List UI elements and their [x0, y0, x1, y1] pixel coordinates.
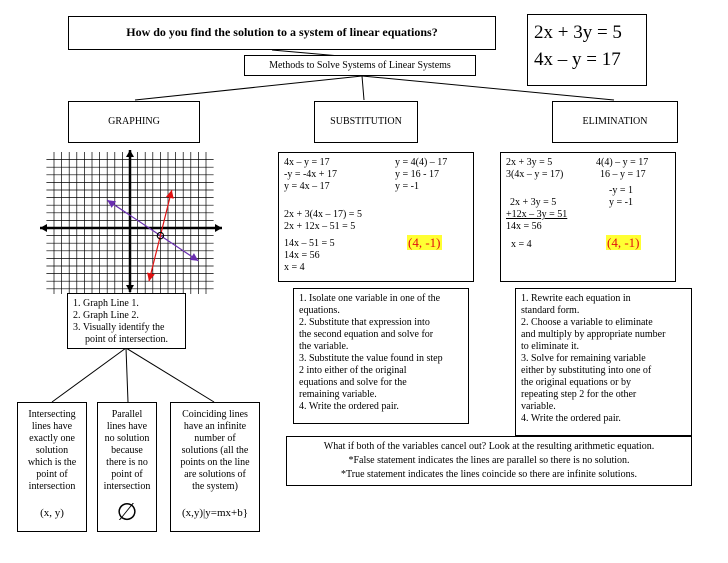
- sub-step-line: 2. Substitute that expression into: [299, 317, 430, 328]
- x-axis-arrow-left: [40, 224, 47, 232]
- substitution-label: SUBSTITUTION: [330, 116, 402, 127]
- graphing-step-2: 2. Graph Line 2.: [73, 310, 139, 321]
- parallel-line: there is no: [106, 457, 148, 468]
- elim-work-left-1: 2x + 3y = 5: [506, 157, 553, 168]
- coinciding-line: have an infinite: [183, 421, 247, 432]
- sub-work-right-1: y = 4(4) – 17: [395, 157, 448, 168]
- elim-work-right-2: 16 – y = 17: [600, 169, 646, 180]
- coinciding-line: number of: [194, 433, 236, 444]
- elimination-steps-box: [515, 288, 692, 436]
- coinciding-line: Coinciding lines: [182, 409, 248, 420]
- graphing-step-4: point of intersection.: [85, 334, 169, 345]
- equation-1: 2x + 3y = 5: [534, 22, 622, 43]
- parallel-line: intersection: [103, 481, 151, 492]
- coinciding-box: [170, 402, 260, 532]
- intersecting-line: exactly one: [29, 433, 75, 444]
- intersecting-box: [17, 402, 87, 532]
- note-line-3: *True statement indicates the lines coincide so there are infinite solutions.: [341, 469, 637, 480]
- sub-step-line: 3. Substitute the value found in step: [299, 353, 443, 364]
- note-box: [286, 436, 692, 486]
- intersecting-line: solution: [35, 445, 69, 456]
- sub-answer-text: (4, -1): [408, 235, 441, 250]
- title-box: [68, 16, 496, 50]
- note-line-1: What if both of the variables cancel out? Look at the resulting arithmetic equation.: [323, 441, 655, 452]
- elim-step-line: repeating step 2 for the other: [521, 389, 637, 400]
- sub-step-line: remaining variable.: [299, 389, 377, 400]
- parallel-line: Parallel: [111, 409, 143, 420]
- sub-step-line: the variable.: [299, 341, 349, 352]
- intersecting-answer: (x, y): [40, 507, 64, 519]
- parallel-line: lines have: [106, 421, 148, 432]
- elim-work-right-4: y = -1: [609, 197, 633, 208]
- elim-step-line: 4. Write the ordered pair.: [521, 413, 621, 424]
- methods-box: [244, 55, 476, 76]
- elim-work-left-4: 2x + 3y = 5: [510, 197, 557, 208]
- empty-set-icon: ∅: [116, 498, 138, 526]
- parallel-line: point of: [111, 469, 143, 480]
- sub-step-line: equations and solve for the: [299, 377, 407, 388]
- coinciding-line: solutions (all the: [181, 445, 249, 456]
- coinciding-line: are solutions of: [184, 469, 246, 480]
- sub-step-line: equations.: [299, 305, 340, 316]
- sub-work-bottom-1: 14x – 51 = 5: [284, 238, 335, 249]
- elimination-label: ELIMINATION: [582, 116, 648, 127]
- substitution-header: [314, 101, 418, 143]
- elim-step-line: the original equations or by: [521, 377, 631, 388]
- elimination-work-box: [500, 152, 676, 282]
- sub-work-right-2: y = 16 - 17: [395, 169, 439, 180]
- sub-work-mid-1: 2x + 3(4x – 17) = 5: [284, 209, 362, 220]
- elimination-header: [552, 101, 678, 143]
- coinciding-answer: (x,y)|y=mx+b}: [181, 507, 249, 519]
- sub-work-mid-2: 2x + 12x – 51 = 5: [284, 221, 356, 232]
- sub-work-left-2: -y = -4x + 17: [284, 169, 337, 180]
- sub-work-bottom-2: 14x = 56: [284, 250, 320, 261]
- elim-work-right-3: -y = 1: [609, 185, 633, 196]
- note-line-2: *False statement indicates the lines are parallel so there is no solution.: [348, 455, 630, 466]
- elim-answer: [606, 235, 641, 250]
- elim-answer-text: (4, -1): [607, 235, 640, 250]
- parallel-line: no solution: [104, 433, 150, 444]
- sub-step-line: 1. Isolate one variable in one of the: [299, 293, 441, 304]
- intersecting-line: which is the: [27, 457, 77, 468]
- intersecting-line: point of: [36, 469, 68, 480]
- sub-step-line: the second equation and solve for: [299, 329, 434, 340]
- elim-step-line: to eliminate it.: [521, 341, 580, 352]
- parallel-box: [97, 402, 157, 532]
- sub-answer: [407, 235, 442, 250]
- elim-work-right-1: 4(4) – y = 17: [596, 157, 649, 168]
- coinciding-line: points on the line: [180, 457, 250, 468]
- substitution-steps-box: [293, 288, 469, 424]
- sub-step-line: 4. Write the ordered pair.: [299, 401, 399, 412]
- sub-work-bottom-3: x = 4: [284, 262, 305, 273]
- coordinate-graph: [38, 148, 224, 294]
- x-axis-arrow-right: [215, 224, 222, 232]
- intersecting-line: Intersecting: [28, 409, 76, 420]
- coinciding-line: the system): [192, 481, 238, 492]
- elim-step-line: 3. Solve for remaining variable: [521, 353, 646, 364]
- elim-step-line: either by substituting into one of: [521, 365, 652, 376]
- elim-work-left-5: +12x – 3y = 51: [506, 209, 568, 220]
- elim-step-line: and multiply by appropriate number: [521, 329, 666, 340]
- elim-work-left-6: 14x = 56: [506, 221, 542, 232]
- graphing-label: GRAPHING: [108, 116, 160, 127]
- elim-step-line: standard form.: [521, 305, 580, 316]
- elim-x-result: x = 4: [511, 239, 532, 250]
- elim-step-line: 1. Rewrite each equation in: [521, 293, 631, 304]
- parallel-line: because: [111, 445, 143, 456]
- sub-work-left-1: 4x – y = 17: [284, 157, 330, 168]
- y-axis-arrow-up: [126, 150, 134, 157]
- intersecting-line: intersection: [28, 481, 76, 492]
- graphing-step-1: 1. Graph Line 1.: [73, 298, 139, 309]
- intersecting-line: lines have: [31, 421, 73, 432]
- system-box: [527, 14, 647, 86]
- methods-label: Methods to Solve Systems of Linear Systems: [269, 60, 451, 71]
- substitution-work-box: [278, 152, 474, 282]
- elim-step-line: 2. Choose a variable to eliminate: [521, 317, 653, 328]
- elim-step-line: variable.: [521, 401, 556, 412]
- page-title: How do you find the solution to a system of linear equations?: [126, 25, 438, 39]
- graphing-step-3: 3. Visually identify the: [73, 322, 165, 333]
- elim-work-left-2: 3(4x – y = 17): [506, 169, 564, 180]
- graphing-header: [68, 101, 200, 143]
- graphing-steps-box: [67, 293, 186, 349]
- sub-work-left-3: y = 4x – 17: [284, 181, 330, 192]
- sub-step-line: 2 into either of the original: [299, 365, 407, 376]
- equation-2: 4x – y = 17: [534, 49, 621, 70]
- sub-work-right-3: y = -1: [395, 181, 419, 192]
